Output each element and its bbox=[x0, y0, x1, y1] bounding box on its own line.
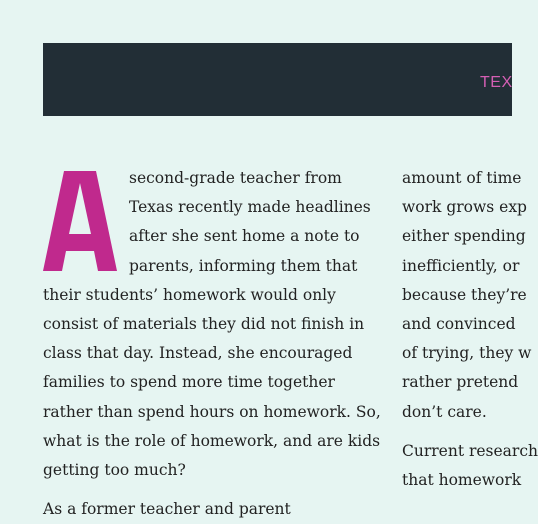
text-line: their students’ homework would only bbox=[43, 285, 336, 304]
text-line: parents, informing them that bbox=[129, 256, 358, 275]
header-title: TEX bbox=[480, 74, 513, 91]
text-line: As a former teacher and parent bbox=[43, 500, 291, 519]
drop-cap-indented-lines bbox=[43, 164, 371, 281]
text-line: and convinced bbox=[402, 315, 516, 334]
text-line: rather pretend bbox=[402, 373, 519, 392]
text-line: Current research bbox=[402, 441, 538, 460]
text-line: that homework bbox=[402, 471, 522, 490]
text-line: don’t care. bbox=[402, 402, 487, 421]
text-line: inefficiently, or bbox=[402, 256, 520, 275]
text-line: consist of materials they did not finish in bbox=[43, 315, 365, 334]
text-line: after she sent home a note to bbox=[129, 227, 360, 246]
text-line: Texas recently made headlines bbox=[129, 198, 371, 217]
text-line: what is the role of homework, and are kids bbox=[43, 431, 381, 450]
text-line: second-grade teacher from bbox=[129, 169, 342, 187]
text-line: class that day. Instead, she encouraged bbox=[43, 344, 353, 363]
text-line: families to spend more time together bbox=[43, 373, 335, 392]
header-bar bbox=[43, 43, 512, 116]
article-right-column bbox=[402, 164, 538, 495]
text-line: either spending bbox=[402, 227, 526, 246]
text-line: work grows exp bbox=[402, 198, 527, 217]
article-left-column bbox=[43, 164, 381, 524]
text-line: amount of time bbox=[402, 169, 522, 187]
text-line: rather than spend hours on homework. So, bbox=[43, 402, 381, 421]
text-line: getting too much? bbox=[43, 461, 186, 480]
text-line: of trying, they w bbox=[402, 344, 532, 363]
text-line: because they’re bbox=[402, 285, 527, 304]
